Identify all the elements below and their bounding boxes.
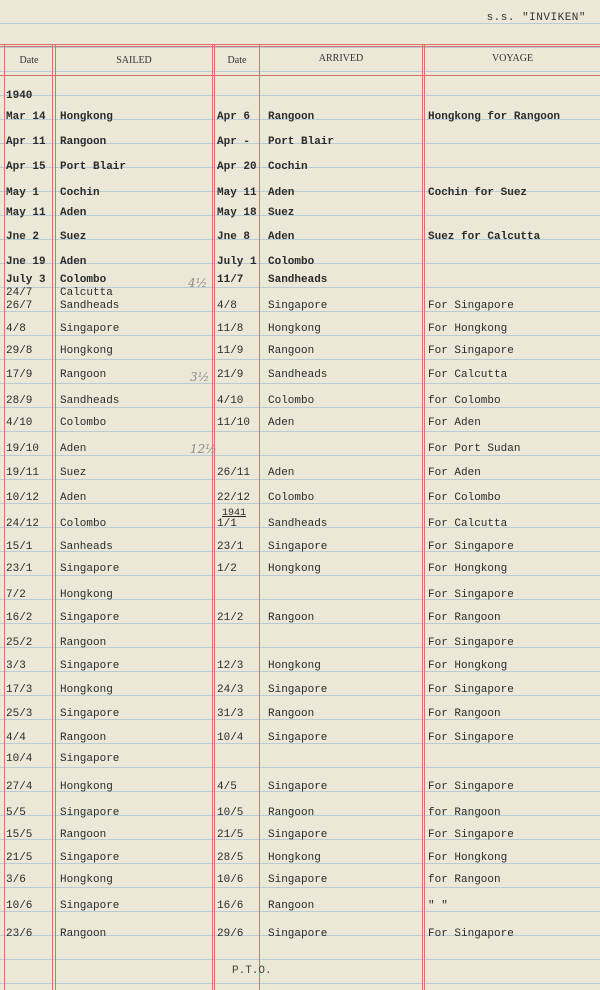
arrived-port: Rangoon [268,345,315,357]
header-bottom-rule [0,75,600,76]
arrived-port: Colombo [268,256,315,268]
arrived-date: July 1 [217,256,257,268]
sailed-port: Sandheads [60,300,120,312]
col-rule-3 [259,44,260,990]
arrived-date: 10/6 [217,874,244,886]
voyage-desc: For Hongkong [428,323,508,335]
arrived-date: 11/8 [217,323,244,335]
voyage-desc: For Aden [428,417,481,429]
sailed-port: Calcutta [60,287,113,299]
arrived-date: 24/3 [217,684,244,696]
arrived-date: 21/9 [217,369,244,381]
year-1941-label: 1941 [222,508,247,519]
arrived-date: 11/9 [217,345,244,357]
arrived-date: 31/3 [217,708,244,720]
sailed-date: 23/1 [6,563,33,575]
arrived-date: 26/11 [217,467,251,479]
voyage-desc: For Singapore [428,637,514,649]
sailed-port: Singapore [60,612,120,624]
arrived-port: Hongkong [268,563,321,575]
arrived-port: Singapore [268,300,328,312]
page-footer: P.T.O. [232,965,272,977]
sailed-port: Hongkong [60,874,113,886]
header-sailed: SAILED [116,55,152,66]
arrived-date: 4/10 [217,395,244,407]
sailed-date: 17/3 [6,684,33,696]
sailed-date: 4/4 [6,732,26,744]
arrived-port: Rangoon [268,900,315,912]
sailed-date: May 1 [6,187,40,199]
arrived-date: 21/5 [217,829,244,841]
voyage-desc: Hongkong for Rangoon [428,111,561,123]
col-rule-4b [424,44,425,990]
col-rule-4 [422,44,423,990]
sailed-port: Singapore [60,563,120,575]
sailed-port: Rangoon [60,928,107,940]
sailed-port: Hongkong [60,684,113,696]
voyage-desc: for Rangoon [428,807,501,819]
arrived-date: Jne 8 [217,231,251,243]
voyage-desc: For Singapore [428,781,514,793]
arrived-date: May 11 [217,187,257,199]
arrived-port: Singapore [268,928,328,940]
pencil-note-2: 3½ [190,370,210,384]
sailed-port: Suez [60,467,87,479]
voyage-desc: For Singapore [428,684,514,696]
voyage-desc: For Singapore [428,541,514,553]
sailed-date: 16/2 [6,612,33,624]
sailed-date: 19/10 [6,443,40,455]
sailed-port: Singapore [60,852,120,864]
arrived-date: 4/8 [217,300,237,312]
sailed-date: 4/10 [6,417,33,429]
pencil-note-1: 4½ [188,276,208,290]
sailed-date: 10/4 [6,753,33,765]
arrived-port: Sandheads [268,369,328,381]
sailed-port: Singapore [60,753,120,765]
sailed-date: 24/12 [6,518,40,530]
arrived-port: Rangoon [268,111,315,123]
arrived-port: Colombo [268,492,315,504]
sailed-port: Colombo [60,417,107,429]
arrived-port: Aden [268,187,295,199]
arrived-port: Singapore [268,732,328,744]
voyage-desc: " " [428,900,448,912]
voyage-desc: For Aden [428,467,481,479]
arrived-date: 4/5 [217,781,237,793]
sailed-port: Port Blair [60,161,127,173]
sailed-date: 5/5 [6,807,26,819]
sailed-date: Jne 19 [6,256,46,268]
voyage-desc: For Colombo [428,492,501,504]
voyage-desc: For Calcutta [428,518,508,530]
arrived-port: Singapore [268,874,328,886]
year-label: 1940 [6,90,33,102]
sailed-date: Apr 15 [6,161,46,173]
arrived-port: Hongkong [268,323,321,335]
arrived-port: Singapore [268,541,328,553]
arrived-port: Singapore [268,781,328,793]
col-rule-1b [55,44,56,990]
header-voyage: VOYAGE [491,53,534,64]
arrived-date: 12/3 [217,660,244,672]
sailed-port: Hongkong [60,345,113,357]
voyage-desc: For Hongkong [428,563,508,575]
arrived-date: 28/5 [217,852,244,864]
sailed-date: 21/5 [6,852,33,864]
col-rule-1 [52,44,53,990]
arrived-date: 22/12 [217,492,251,504]
sailed-date: 4/8 [6,323,26,335]
sailed-port: Singapore [60,900,120,912]
sailed-date: 17/9 [6,369,33,381]
arrived-port: Aden [268,231,295,243]
sailed-port: Singapore [60,807,120,819]
arrived-date: May 18 [217,207,257,219]
voyage-desc: For Singapore [428,928,514,940]
arrived-port: Aden [268,467,295,479]
arrived-port: Singapore [268,684,328,696]
header-date-sailed: Date [19,55,39,66]
arrived-date: 23/1 [217,541,244,553]
sailed-date: 25/3 [6,708,33,720]
sailed-date: 26/7 [6,300,33,312]
arrived-date: 29/6 [217,928,244,940]
sailed-date: 10/12 [6,492,40,504]
col-rule-2b [214,44,215,990]
voyage-desc: For Port Sudan [428,443,521,455]
ship-name: s.s. "INVIKEN" [486,12,586,24]
sailed-date: 23/6 [6,928,33,940]
arrived-port: Rangoon [268,807,315,819]
sailed-port: Colombo [60,274,107,286]
sailed-port: Rangoon [60,369,107,381]
arrived-date: 11/10 [217,417,251,429]
sailed-date: 3/6 [6,874,26,886]
col-rule-0 [4,44,5,990]
arrived-date: 21/2 [217,612,244,624]
sailed-port: Singapore [60,323,120,335]
header-date-arrived: Date [227,55,247,66]
sailed-date: July 3 [6,274,46,286]
arrived-port: Colombo [268,395,315,407]
voyage-desc: For Rangoon [428,708,501,720]
arrived-port: Suez [268,207,295,219]
voyage-desc: For Calcutta [428,369,508,381]
arrived-port: Cochin [268,161,308,173]
header-top-rule-2 [0,46,600,47]
sailed-date: 15/1 [6,541,33,553]
sailed-date: 7/2 [6,589,26,601]
arrived-port: Rangoon [268,708,315,720]
arrived-port: Rangoon [268,612,315,624]
sailed-date: 27/4 [6,781,33,793]
sailed-port: Cochin [60,187,100,199]
voyage-desc: for Colombo [428,395,501,407]
arrived-date: Apr 6 [217,111,251,123]
sailed-date: Apr 11 [6,136,46,148]
arrived-port: Sandheads [268,274,328,286]
header-arrived: ARRIVED [318,53,364,64]
voyage-desc: For Hongkong [428,660,508,672]
sailed-port: Aden [60,492,87,504]
arrived-date: 10/4 [217,732,244,744]
arrived-date: 11/7 [217,274,244,286]
voyage-desc: For Hongkong [428,852,508,864]
arrived-port: Sandheads [268,518,328,530]
arrived-date: 10/5 [217,807,244,819]
sailed-port: Sanheads [60,541,113,553]
sailed-port: Rangoon [60,637,107,649]
voyage-desc: Suez for Calcutta [428,231,541,243]
arrived-port: Singapore [268,829,328,841]
sailed-date: 24/7 [6,287,33,299]
sailed-port: Hongkong [60,111,113,123]
sailed-port: Aden [60,443,87,455]
arrived-date: 16/6 [217,900,244,912]
arrived-port: Aden [268,417,295,429]
voyage-desc: For Singapore [428,300,514,312]
voyage-desc: for Rangoon [428,874,501,886]
arrived-date: Apr 20 [217,161,257,173]
sailed-port: Hongkong [60,589,113,601]
sailed-date: 28/9 [6,395,33,407]
sailed-date: 25/2 [6,637,33,649]
sailed-port: Hongkong [60,781,113,793]
sailed-port: Aden [60,207,87,219]
arrived-port: Hongkong [268,852,321,864]
sailed-date: Jne 2 [6,231,40,243]
col-rule-2 [212,44,213,990]
voyage-desc: For Rangoon [428,612,501,624]
sailed-date: 15/5 [6,829,33,841]
voyage-desc: For Singapore [428,732,514,744]
sailed-date: Mar 14 [6,111,46,123]
sailed-date: 3/3 [6,660,26,672]
sailed-port: Suez [60,231,87,243]
voyage-desc: For Singapore [428,829,514,841]
voyage-desc: Cochin for Suez [428,187,528,199]
header-top-rule [0,44,600,45]
voyage-desc: For Singapore [428,589,514,601]
sailed-port: Singapore [60,708,120,720]
arrived-port: Hongkong [268,660,321,672]
sailed-date: 19/11 [6,467,40,479]
sailed-port: Colombo [60,518,107,530]
pencil-note-3: 12½ [190,442,217,456]
arrived-date: Apr - [217,136,251,148]
sailed-port: Singapore [60,660,120,672]
sailed-port: Rangoon [60,136,107,148]
sailed-port: Rangoon [60,732,107,744]
voyage-desc: For Singapore [428,345,514,357]
arrived-date: 1/1 [217,518,237,530]
sailed-date: May 11 [6,207,46,219]
sailed-port: Aden [60,256,87,268]
sailed-date: 10/6 [6,900,33,912]
arrived-port: Port Blair [268,136,335,148]
arrived-date: 1/2 [217,563,237,575]
sailed-date: 29/8 [6,345,33,357]
sailed-port: Rangoon [60,829,107,841]
sailed-port: Sandheads [60,395,120,407]
